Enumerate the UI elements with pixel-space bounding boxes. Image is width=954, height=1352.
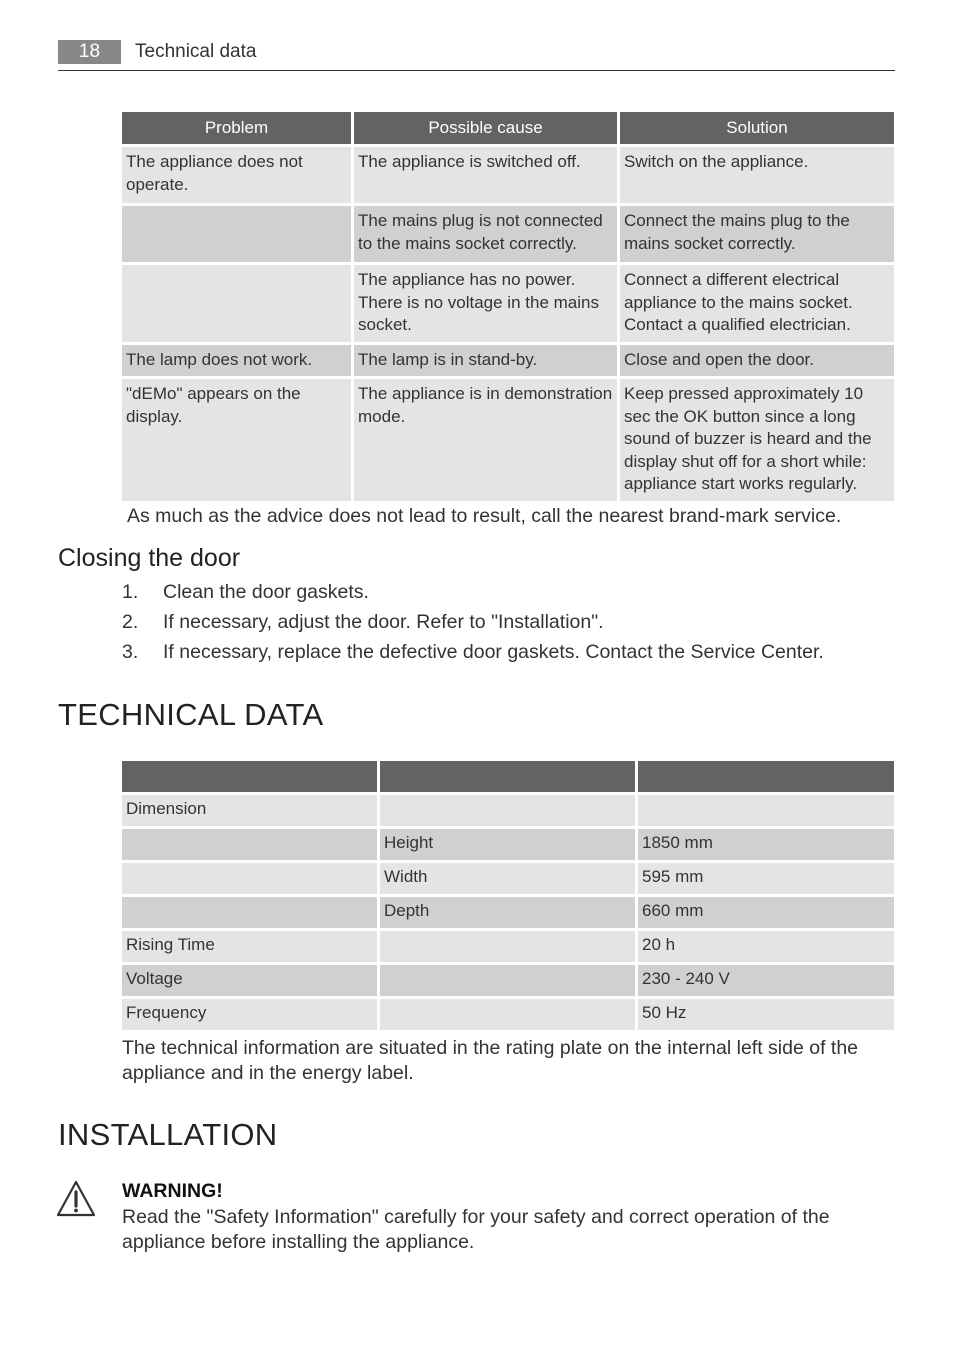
warning-text: Read the "Safety Information" carefully for your safety and correct operation of the appliance before installing the appliance.	[122, 1206, 830, 1253]
spec-label-cell	[122, 829, 377, 860]
page-number: 18	[58, 40, 121, 64]
problem-cell	[122, 206, 351, 262]
problem-cell: The appliance does not operate.	[122, 147, 351, 203]
spec-label-cell: Rising Time	[122, 931, 377, 962]
technical-note: The technical information are situated in the rating plate on the internal left side of the appliance and in the energy label.	[122, 1037, 859, 1084]
section-title: Technical data	[135, 41, 257, 62]
table-row	[122, 999, 894, 1030]
spec-label-cell	[122, 863, 377, 894]
spec-sub-cell	[380, 931, 635, 962]
header-divider	[58, 70, 895, 71]
step-number: 1.	[122, 581, 139, 603]
step-number: 3.	[122, 641, 139, 663]
solution-cell: Connect the mains plug to the mains socket correctly.	[620, 206, 894, 262]
table-header-row	[122, 761, 894, 792]
column-header-problem: Problem	[122, 112, 351, 144]
warning-triangle-icon	[56, 1180, 96, 1218]
table-row	[122, 897, 894, 928]
cause-cell: The lamp is in stand-by.	[354, 345, 617, 376]
spec-sub-cell	[380, 795, 635, 826]
column-header-solution: Solution	[620, 112, 894, 144]
spec-sub-cell	[380, 999, 635, 1030]
cause-cell: The appliance has no power. There is no voltage in the mains socket.	[354, 265, 617, 342]
warning-title: WARNING!	[122, 1180, 223, 1202]
table-row	[122, 379, 894, 501]
installation-heading: INSTALLATION	[58, 1117, 278, 1152]
column-header	[638, 761, 894, 792]
table-row	[122, 829, 894, 860]
problem-cell: The lamp does not work.	[122, 345, 351, 376]
spec-value-cell: 1850 mm	[638, 829, 894, 860]
cause-cell: The appliance is in demonstration mode.	[354, 379, 617, 501]
spec-label-cell: Frequency	[122, 999, 377, 1030]
spec-sub-cell: Width	[380, 863, 635, 894]
solution-cell: Switch on the appliance.	[620, 147, 894, 203]
spec-label-cell	[122, 897, 377, 928]
table-row	[122, 931, 894, 962]
cause-cell: The mains plug is not connected to the mains socket correctly.	[354, 206, 617, 262]
solution-cell: Connect a different electrical appliance to the mains socket. Contact a qualified electrician.	[620, 265, 894, 342]
table-row	[122, 965, 894, 996]
spec-value-cell: 230 - 240 V	[638, 965, 894, 996]
table-row	[122, 206, 894, 262]
technical-data-table	[119, 758, 897, 1033]
table-row	[122, 345, 894, 376]
spec-sub-cell	[380, 965, 635, 996]
service-advice: As much as the advice does not lead to result, call the nearest brand-mark service.	[127, 505, 842, 527]
column-header	[380, 761, 635, 792]
spec-value-cell: 595 mm	[638, 863, 894, 894]
table-row	[122, 795, 894, 826]
table-row	[122, 147, 894, 203]
table-header-row	[122, 112, 894, 144]
step-number: 2.	[122, 611, 139, 633]
spec-sub-cell: Depth	[380, 897, 635, 928]
step-text: If necessary, replace the defective door gaskets. Contact the Service Center.	[163, 641, 824, 663]
problem-cell	[122, 265, 351, 342]
cause-cell: The appliance is switched off.	[354, 147, 617, 203]
step-text: If necessary, adjust the door. Refer to "Installation".	[163, 611, 604, 633]
closing-door-heading: Closing the door	[58, 544, 241, 572]
table-row	[122, 265, 894, 342]
spec-value-cell: 50 Hz	[638, 999, 894, 1030]
step-text: Clean the door gaskets.	[163, 581, 369, 603]
column-header	[122, 761, 377, 792]
spec-value-cell: 20 h	[638, 931, 894, 962]
spec-sub-cell: Height	[380, 829, 635, 860]
spec-label-cell: Voltage	[122, 965, 377, 996]
spec-value-cell	[638, 795, 894, 826]
spec-label-cell: Dimension	[122, 795, 377, 826]
column-header-cause: Possible cause	[354, 112, 617, 144]
solution-cell: Keep pressed approximately 10 sec the OK button since a long sound of buzzer is heard and the display shut off for a short while: appliance start works regularly.	[620, 379, 894, 501]
problem-cell: "dEMo" appears on the display.	[122, 379, 351, 501]
table-row	[122, 863, 894, 894]
solution-cell: Close and open the door.	[620, 345, 894, 376]
troubleshooting-table	[119, 109, 897, 504]
spec-value-cell: 660 mm	[638, 897, 894, 928]
technical-data-heading: TECHNICAL DATA	[58, 697, 324, 732]
